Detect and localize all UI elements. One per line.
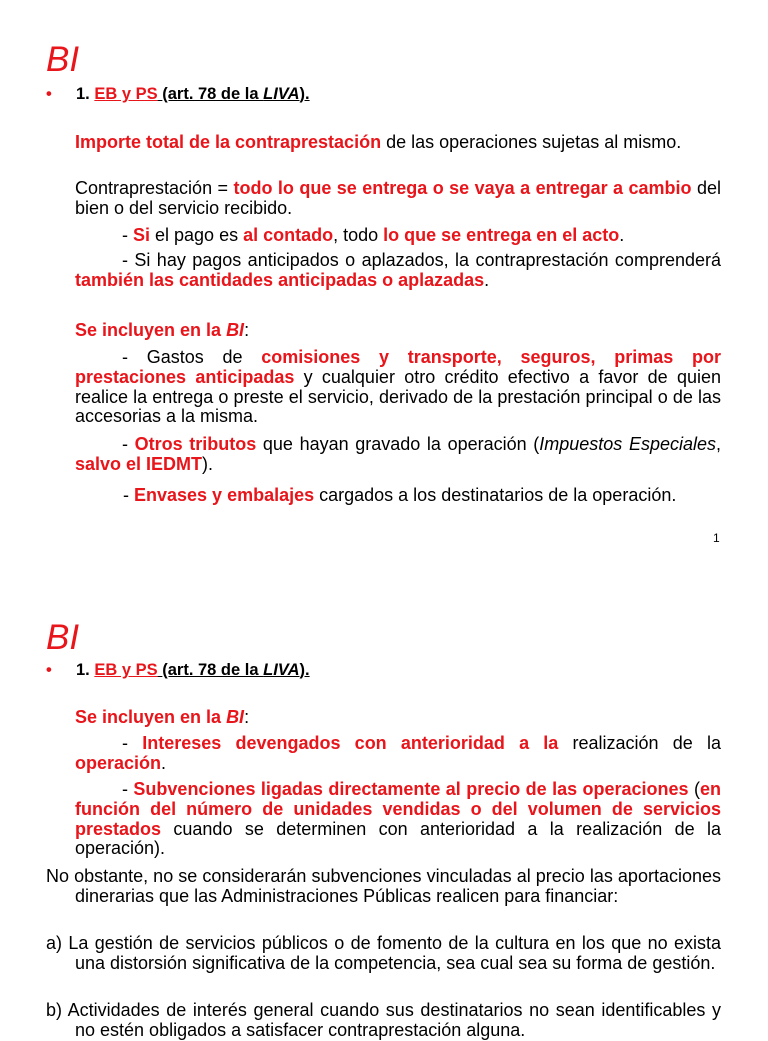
section-heading: • 1. EB y PS (art. 78 de la LIVA).	[46, 661, 310, 679]
slide-title: BI	[46, 618, 80, 657]
list-item: b) Actividades de interés general cuando sus destinatarios no sean identificables y no estén obligados a satisfacer contraprestación alguna.	[46, 1000, 721, 1040]
list-item: a) La gestión de servicios públicos o de fomento de la cultura en los que no exista una distorsión significativa de la competencia, sea cual sea su forma de gestión.	[46, 933, 721, 973]
paragraph: - Si hay pagos anticipados o aplazados, la contraprestación comprenderá también las cantidades anticipadas o aplazadas.	[75, 250, 721, 290]
paragraph: No obstante, no se considerarán subvenciones vinculadas al precio las aportaciones dinerarias que las Administraciones Públicas realicen para financiar:	[46, 866, 721, 906]
paragraph: - Gastos de comisiones y transporte, seguros, primas por prestaciones anticipadas y cualquier otro crédito efectivo a favor de quien realice la entrega o preste el servicio, derivado de la prestación principal o de las accesorias a la misma.	[75, 347, 721, 427]
page-number: 1	[713, 531, 720, 545]
paragraph: Se incluyen en la BI:	[75, 320, 250, 340]
section-heading: • 1. EB y PS (art. 78 de la LIVA).	[46, 85, 310, 103]
paragraph: - Intereses devengados con anterioridad a la realización de la operación.	[75, 733, 722, 773]
slide-2	[0, 596, 768, 1040]
paragraph: - Envases y embalajes cargados a los destinatarios de la operación.	[123, 485, 677, 505]
paragraph: Se incluyen en la BI:	[75, 707, 250, 727]
paragraph: - Otros tributos que hayan gravado la operación (Impuestos Especiales, salvo el IEDMT).	[75, 434, 722, 474]
bullet-icon: •	[46, 661, 52, 679]
bullet-icon: •	[46, 85, 52, 103]
paragraph: - Subvenciones ligadas directamente al precio de las operaciones (en función del número de unidades vendidas o del volumen de servicios prestados cuando se determinen con anterioridad a la realización de la operación).	[75, 779, 721, 859]
paragraph: - Si el pago es al contado, todo lo que se entrega en el acto.	[122, 225, 625, 245]
paragraph: Contraprestación = todo lo que se entrega o se vaya a entregar a cambio del bien o del servicio recibido.	[75, 178, 721, 218]
paragraph: Importe total de la contraprestación de las operaciones sujetas al mismo.	[75, 132, 682, 152]
slide-title: BI	[46, 40, 80, 79]
